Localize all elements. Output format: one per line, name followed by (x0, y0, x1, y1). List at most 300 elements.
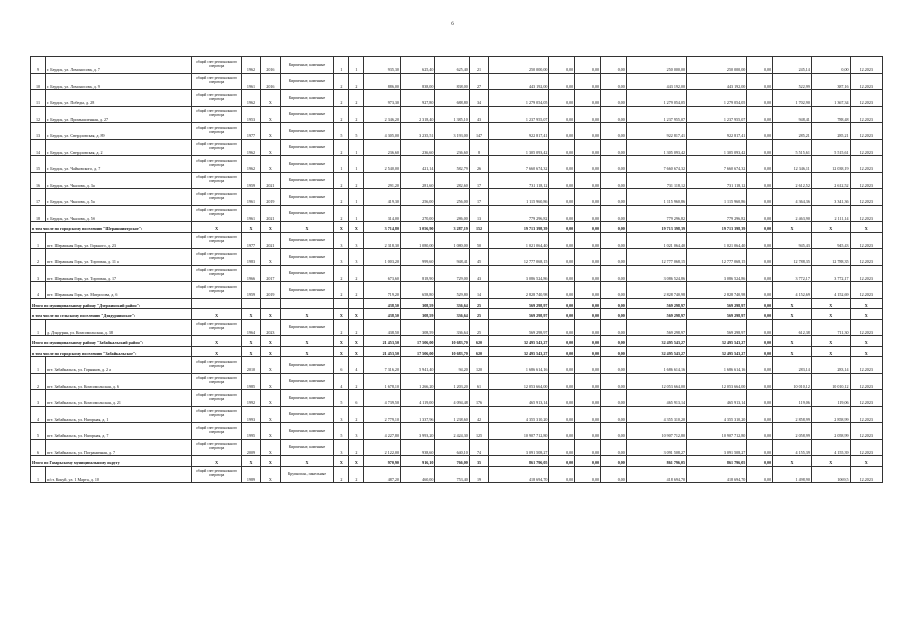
residents-cell: 14 (469, 282, 488, 299)
account-type-cell: общий счет регионального оператора (192, 73, 241, 90)
wall-material-cell: Кирпичные, каменные (280, 249, 334, 266)
total-area-cell: 886,00 (364, 73, 401, 90)
owner-funds-cell: 250 000,00 (626, 57, 686, 74)
entrances-cell: 2 (349, 373, 364, 390)
table-row (31, 205, 883, 222)
regional-funds-cell: 0,00 (575, 406, 601, 423)
entrances-cell: 1 (349, 139, 364, 156)
owner-funds-cell: 1 686 614,16 (626, 357, 686, 374)
local-funds-cell: 0,00 (601, 319, 627, 336)
residential-area-cell: 1 385,10 (435, 106, 469, 123)
unit-cost-cell: X (773, 309, 812, 320)
address-cell: г. Бердск, ул. Чкалова, д. 5а (46, 189, 192, 206)
living-area-cell: 4 119,00 (400, 390, 434, 407)
total-cost-cell: 465 913,14 (489, 390, 549, 407)
account-type-cell: общий счет регионального оператора (192, 205, 241, 222)
account-type-cell: общий счет регионального оператора (192, 265, 241, 282)
address-cell: г. Бердск, ул. Свердловская, д. 2 (46, 139, 192, 156)
owner-funds-cell: 569 298,97 (626, 309, 686, 320)
floors-cell: 5 (334, 423, 349, 440)
federal-funds-cell: 0,00 (549, 406, 575, 423)
residents-cell: 61 (469, 373, 488, 390)
wall-material-cell: Кирпичные, каменные (280, 282, 334, 299)
subtotal-label: в том числе по городскому поселению "Забайкальское": (31, 346, 192, 357)
completion-date-cell: 12.2023 (850, 90, 882, 107)
marker-cell: X (241, 336, 260, 347)
residential-area-cell: 729,00 (435, 265, 469, 282)
owner-funds-cell: 1 305 093,42 (626, 139, 686, 156)
row-number-cell: 3 (31, 390, 46, 407)
owner-funds-total-cell: 1 686 614,16 (687, 357, 747, 374)
other-funds-cell: 0,00 (747, 123, 773, 140)
other-funds-cell: 0,00 (747, 309, 773, 320)
wall-material-cell: Кирпичные, каменные (280, 265, 334, 282)
wall-material-cell: Кирпичные, каменные (280, 319, 334, 336)
entrances-cell: 3 (349, 423, 364, 440)
wall-material-cell: Кирпичные, каменные (280, 423, 334, 440)
table-row (31, 57, 883, 74)
regional-funds-cell: 0,00 (575, 390, 601, 407)
limit-cost-cell: X (811, 298, 850, 309)
total-cost-cell: 418 694,70 (489, 466, 549, 483)
limit-cost-cell: 3 772,17 (811, 265, 850, 282)
wall-material-cell: Кирпичные, каменные (280, 156, 334, 173)
residents-cell: 125 (469, 423, 488, 440)
owner-funds-total-cell: 32 495 543,27 (687, 336, 747, 347)
table-row (31, 189, 883, 206)
residents-cell: 21 (469, 57, 488, 74)
wall-material-cell: Кирпичные, каменные (280, 106, 334, 123)
total-area-cell: 4 305,00 (364, 123, 401, 140)
entrances-cell: 2 (349, 406, 364, 423)
wall-material-cell: Кирпичные, каменные (280, 189, 334, 206)
residents-cell: 620 (469, 336, 488, 347)
row-number-cell: 4 (31, 406, 46, 423)
address-cell: г. Бердск, ул. Чкалова, д. 3а (46, 172, 192, 189)
last-repair-year-cell: X (261, 406, 280, 423)
account-type-cell: общий счет регионального оператора (192, 357, 241, 374)
address-cell: д. Дзядурня, ул. Комсомольская, д. 38 (46, 319, 192, 336)
table-row (31, 90, 883, 107)
residential-area-cell: 625,40 (435, 57, 469, 74)
regional-funds-cell: 0,00 (575, 106, 601, 123)
total-area-cell: 291,20 (364, 172, 401, 189)
federal-funds-cell: 0,00 (549, 439, 575, 456)
table-row (31, 249, 883, 266)
marker-cell: X (349, 309, 364, 320)
marker-cell: X (261, 336, 280, 347)
local-funds-cell: 0,00 (601, 156, 627, 173)
other-funds-cell: 0,00 (747, 423, 773, 440)
marker-cell: X (241, 456, 260, 467)
unit-cost-cell: 5 515,61 (773, 139, 812, 156)
row-number-cell: 3 (31, 265, 46, 282)
total-cost-cell: 2 828 740,98 (489, 282, 549, 299)
residential-area-cell: 336,64 (435, 319, 469, 336)
table-row (31, 232, 883, 249)
build-year-cell: 1995 (241, 423, 260, 440)
total-cost-cell: 1 237 955,07 (489, 106, 549, 123)
residential-area-cell: 4 094,48 (435, 390, 469, 407)
floors-cell: 2 (334, 73, 349, 90)
total-area-cell: 935,30 (364, 57, 401, 74)
marker-cell: X (192, 309, 241, 320)
unit-cost-cell: 12 788,35 (773, 249, 812, 266)
unit-cost-cell: 3 772,17 (773, 265, 812, 282)
total-area-cell: 1 678,10 (364, 373, 401, 390)
wall-material-cell: Кирпичные, каменные (280, 232, 334, 249)
marker-cell: X (241, 309, 260, 320)
entrances-cell: 5 (349, 123, 364, 140)
completion-date-cell: X (850, 298, 882, 309)
marker-cell: X (192, 456, 241, 467)
subtotal-label: Итого по Газарьскому муниципальному округу (31, 456, 192, 467)
wall-material-cell: Кирпичные, каменные (280, 172, 334, 189)
residential-area-cell: 766,00 (435, 456, 469, 467)
total-area-cell: 2 122,00 (364, 439, 401, 456)
federal-funds-cell: 0,00 (549, 156, 575, 173)
page-number: 6 (451, 22, 454, 27)
table-row (31, 139, 883, 156)
address-cell: пгт. Шерашная Горь, ул. Горького, д. 23 (46, 232, 192, 249)
limit-cost-cell: 10 010,12 (811, 373, 850, 390)
total-cost-cell: 32 495 543,27 (489, 336, 549, 347)
total-cost-cell: 250 000,00 (489, 57, 549, 74)
limit-cost-cell: 2 858,99 (811, 406, 850, 423)
total-area-cell: 314,00 (364, 205, 401, 222)
limit-cost-cell: 2 612,52 (811, 172, 850, 189)
other-funds-cell: 0,00 (747, 249, 773, 266)
completion-date-cell: 12.2023 (850, 373, 882, 390)
owner-funds-cell: 32 495 543,27 (626, 336, 686, 347)
total-area-cell: 2 779,10 (364, 406, 401, 423)
row-number-cell: 4 (31, 282, 46, 299)
marker-cell: X (280, 309, 334, 320)
row-number-cell: 5 (31, 423, 46, 440)
address-cell: г. Бердск, ул. Чайковского, д. 7 (46, 156, 192, 173)
residential-area-cell: 582,79 (435, 156, 469, 173)
unit-cost-cell: 283,14 (773, 357, 812, 374)
residential-area-cell: 236,60 (435, 139, 469, 156)
entrances-cell: 2 (349, 265, 364, 282)
living-area-cell: 999,60 (400, 249, 434, 266)
entrances-cell: 1 (349, 57, 364, 74)
floors-cell: 2 (334, 282, 349, 299)
limit-cost-cell: 4 152,69 (811, 282, 850, 299)
local-funds-cell: 0,00 (601, 205, 627, 222)
total-cost-cell: 1 279 054,05 (489, 90, 549, 107)
federal-funds-cell: 0,00 (549, 232, 575, 249)
federal-funds-cell: 0,00 (549, 390, 575, 407)
residents-cell: 74 (469, 439, 488, 456)
completion-date-cell: 12.2023 (850, 139, 882, 156)
residents-cell: 120 (469, 357, 488, 374)
unit-cost-cell: 4 364,36 (773, 189, 812, 206)
entrances-cell: 3 (349, 232, 364, 249)
owner-funds-total-cell: 418 694,70 (687, 466, 747, 483)
last-repair-year-cell: X (261, 139, 280, 156)
total-cost-cell: 861 796,05 (489, 456, 549, 467)
floors-cell: 4 (334, 373, 349, 390)
last-repair-year-cell: 2016 (261, 57, 280, 74)
completion-date-cell: X (850, 336, 882, 347)
owner-funds-total-cell: 1 237 955,07 (687, 106, 747, 123)
regional-funds-cell: 0,00 (575, 249, 601, 266)
local-funds-cell: 0,00 (601, 222, 627, 233)
total-cost-cell: 779 296,82 (489, 205, 549, 222)
limit-cost-cell: 387,16 (811, 73, 850, 90)
other-funds-cell: 0,00 (747, 106, 773, 123)
entrances-cell: 2 (349, 73, 364, 90)
living-area-cell: 17 506,00 (400, 336, 434, 347)
last-repair-year-cell: X (261, 466, 280, 483)
residential-area-cell: 282,60 (435, 172, 469, 189)
marker-cell: X (334, 336, 349, 347)
other-funds-cell: 0,00 (747, 282, 773, 299)
marker-cell: X (280, 336, 334, 347)
floors-cell: 1 (334, 57, 349, 74)
completion-date-cell: 12.2023 (850, 390, 882, 407)
regional-funds-cell: 0,00 (575, 232, 601, 249)
total-area-cell: 3 714,80 (364, 222, 401, 233)
last-repair-year-cell: X (261, 156, 280, 173)
floors-cell: 2 (334, 319, 349, 336)
total-cost-cell: 12 777 068,15 (489, 249, 549, 266)
row-number-cell: 6 (31, 439, 46, 456)
build-year-cell: 1977 (241, 232, 260, 249)
account-type-cell: общий счет регионального оператора (192, 57, 241, 74)
other-funds-cell: 0,00 (747, 232, 773, 249)
floors-cell: 3 (334, 249, 349, 266)
build-year-cell: 1989 (241, 466, 260, 483)
federal-funds-cell: 0,00 (549, 123, 575, 140)
owner-funds-total-cell: 569 298,97 (687, 319, 747, 336)
total-cost-cell: 569 298,97 (489, 309, 549, 320)
owner-funds-total-cell: 1 021 064,40 (687, 232, 747, 249)
wall-material-cell: Кирпичные, каменные (280, 205, 334, 222)
regional-funds-cell: 0,00 (575, 222, 601, 233)
federal-funds-cell: 0,00 (549, 222, 575, 233)
unit-cost-cell: 2 858,99 (773, 406, 812, 423)
table-row (31, 466, 883, 483)
limit-cost-cell: 119,06 (811, 390, 850, 407)
floors-cell: 2 (334, 106, 349, 123)
other-funds-cell: 0,00 (747, 357, 773, 374)
owner-funds-cell: 1 021 064,40 (626, 232, 686, 249)
living-area-cell: 308,59 (400, 319, 434, 336)
marker-cell: X (192, 336, 241, 347)
completion-date-cell: 12.2023 (850, 57, 882, 74)
subtotal-row (31, 298, 883, 309)
owner-funds-cell: 731 118,12 (626, 172, 686, 189)
unit-cost-cell: 2 463,90 (773, 205, 812, 222)
unit-cost-cell: 245,14 (773, 57, 812, 74)
table-row (31, 106, 883, 123)
regional-funds-cell: 0,00 (575, 189, 601, 206)
residential-area-cell: 688,80 (435, 90, 469, 107)
table-row (31, 357, 883, 374)
federal-funds-cell: 0,00 (549, 466, 575, 483)
last-repair-year-cell: X (261, 249, 280, 266)
owner-funds-total-cell: 779 296,82 (687, 205, 747, 222)
total-area-cell: 973,30 (364, 90, 401, 107)
account-type-cell: общий счет регионального оператора (192, 123, 241, 140)
residents-cell: 50 (469, 232, 488, 249)
local-funds-cell: 0,00 (601, 309, 627, 320)
residential-area-cell: 336,64 (435, 309, 469, 320)
address-cell: пгт. Шерашная Горь, ул. Торговая, д. 17 (46, 265, 192, 282)
completion-date-cell: X (850, 309, 882, 320)
residential-area-cell: 10 683,70 (435, 336, 469, 347)
table-row (31, 439, 883, 456)
limit-cost-cell: 1069,5 (811, 466, 850, 483)
regional-funds-cell: 0,00 (575, 423, 601, 440)
completion-date-cell: 12.2023 (850, 156, 882, 173)
address-cell: г. Бердск, ул. Промышленная, д. 27 (46, 106, 192, 123)
marker-cell: X (334, 222, 349, 233)
living-area-cell: 916,10 (400, 456, 434, 467)
regional-funds-cell: 0,00 (575, 357, 601, 374)
marker-cell: X (241, 222, 260, 233)
owner-funds-cell: 3 091 508,27 (626, 439, 686, 456)
unit-cost-cell: X (773, 456, 812, 467)
last-repair-year-cell: X (261, 390, 280, 407)
total-cost-cell: 569 298,97 (489, 298, 549, 309)
regional-funds-cell: 0,00 (575, 466, 601, 483)
living-area-cell: 3 056,90 (400, 222, 434, 233)
residents-cell: 27 (469, 73, 488, 90)
marker-cell (241, 298, 260, 309)
other-funds-cell: 0,00 (747, 172, 773, 189)
row-number-cell: 9 (31, 57, 46, 74)
account-type-cell: общий счет регионального оператора (192, 439, 241, 456)
entrances-cell: 2 (349, 466, 364, 483)
limit-cost-cell: 3 341,36 (811, 189, 850, 206)
living-area-cell: 308,59 (400, 309, 434, 320)
federal-funds-cell: 0,00 (549, 73, 575, 90)
last-repair-year-cell: 2021 (261, 232, 280, 249)
table-row (31, 156, 883, 173)
other-funds-cell: 0,00 (747, 346, 773, 357)
last-repair-year-cell: 2019 (261, 189, 280, 206)
owner-funds-cell: 443 192,00 (626, 73, 686, 90)
unit-cost-cell: X (773, 222, 812, 233)
limit-cost-cell: 5 515,61 (811, 139, 850, 156)
account-type-cell: общий счет регионального оператора (192, 406, 241, 423)
build-year-cell: 1961 (241, 73, 260, 90)
residents-cell: 13 (469, 205, 488, 222)
federal-funds-cell: 0,00 (549, 205, 575, 222)
local-funds-cell: 0,00 (601, 265, 627, 282)
entrances-cell: 1 (349, 189, 364, 206)
last-repair-year-cell: 2021 (261, 205, 280, 222)
total-cost-cell: 569 298,97 (489, 319, 549, 336)
local-funds-cell: 0,00 (601, 123, 627, 140)
wall-material-cell: Кирпичные, каменные (280, 357, 334, 374)
subtotal-row (31, 456, 883, 467)
living-area-cell: 938,60 (400, 439, 434, 456)
total-cost-cell: 731 118,12 (489, 172, 549, 189)
unit-cost-cell: 522,99 (773, 73, 812, 90)
completion-date-cell: 12.2023 (850, 249, 882, 266)
subtotal-label: Итого по муниципальному району "Забайкальский район": (31, 336, 192, 347)
owner-funds-cell: 779 296,82 (626, 205, 686, 222)
row-number-cell: 12 (31, 106, 46, 123)
marker-cell: X (334, 346, 349, 357)
other-funds-cell: 0,00 (747, 406, 773, 423)
other-funds-cell: 0,00 (747, 390, 773, 407)
other-funds-cell: 0,00 (747, 373, 773, 390)
completion-date-cell: 12.2023 (850, 73, 882, 90)
owner-funds-total-cell: 19 713 398,39 (687, 222, 747, 233)
federal-funds-cell: 0,00 (549, 249, 575, 266)
completion-date-cell: 12.2023 (850, 357, 882, 374)
marker-cell: X (261, 222, 280, 233)
address-cell: г. Бердск, ул. Чкалова, д. 5б (46, 205, 192, 222)
entrances-cell: 1 (349, 205, 364, 222)
residents-cell: 152 (469, 222, 488, 233)
address-cell: пгт. Шерашная Горь, ул. Матросова, д. 6 (46, 282, 192, 299)
address-cell: п/ст. Кокуй, ул. 1 Марта, д. 10 (46, 466, 192, 483)
limit-cost-cell: 12 038,19 (811, 156, 850, 173)
unit-cost-cell: 4 155,39 (773, 439, 812, 456)
address-cell: пгт. Забайкальск, ул. Пограничная, д. 7 (46, 439, 192, 456)
total-cost-cell: 922 817,41 (489, 123, 549, 140)
owner-funds-cell: 4 355 310,20 (626, 406, 686, 423)
floors-cell: 2 (334, 466, 349, 483)
local-funds-cell: 0,00 (601, 298, 627, 309)
other-funds-cell: 0,00 (747, 439, 773, 456)
total-area-cell: 4 739,50 (364, 390, 401, 407)
total-cost-cell: 1 115 960,86 (489, 189, 549, 206)
regional-funds-cell: 0,00 (575, 309, 601, 320)
local-funds-cell: 0,00 (601, 336, 627, 347)
regional-funds-cell: 0,00 (575, 265, 601, 282)
completion-date-cell: 12.2023 (850, 282, 882, 299)
total-cost-cell: 1 686 614,16 (489, 357, 549, 374)
local-funds-cell: 0,00 (601, 357, 627, 374)
owner-funds-cell: 1 279 054,05 (626, 90, 686, 107)
residents-cell: 8 (469, 139, 488, 156)
regional-funds-cell: 0,00 (575, 298, 601, 309)
owner-funds-cell: 418 694,70 (626, 466, 686, 483)
residential-area-cell: 10 683,70 (435, 346, 469, 357)
living-area-cell: 281,60 (400, 172, 434, 189)
wall-material-cell: Кирпичные, каменные (280, 73, 334, 90)
row-number-cell: 18 (31, 205, 46, 222)
subtotal-label: в том числе по городскому поселению "Шерашниятрское": (31, 222, 192, 233)
address-cell: г. Бердск, ул. Ломоносова, д. 9 (46, 73, 192, 90)
row-number-cell: 14 (31, 139, 46, 156)
build-year-cell: 1962 (241, 139, 260, 156)
unit-cost-cell: 119,06 (773, 390, 812, 407)
build-year-cell: 1962 (241, 90, 260, 107)
owner-funds-cell: 7 660 674,32 (626, 156, 686, 173)
living-area-cell: 927,80 (400, 90, 434, 107)
other-funds-cell: 0,00 (747, 73, 773, 90)
address-cell: пгт. Шерашная Горь, ул. Торговая, д. 11 а (46, 249, 192, 266)
total-cost-cell: 32 495 543,27 (489, 346, 549, 357)
table-row (31, 265, 883, 282)
total-area-cell: 438,50 (364, 319, 401, 336)
limit-cost-cell: 945,43 (811, 232, 850, 249)
marker-cell (349, 298, 364, 309)
account-type-cell: общий счет регионального оператора (192, 172, 241, 189)
owner-funds-cell: 2 828 740,98 (626, 282, 686, 299)
federal-funds-cell: 0,00 (549, 309, 575, 320)
federal-funds-cell: 0,00 (549, 139, 575, 156)
floors-cell: 2 (334, 265, 349, 282)
